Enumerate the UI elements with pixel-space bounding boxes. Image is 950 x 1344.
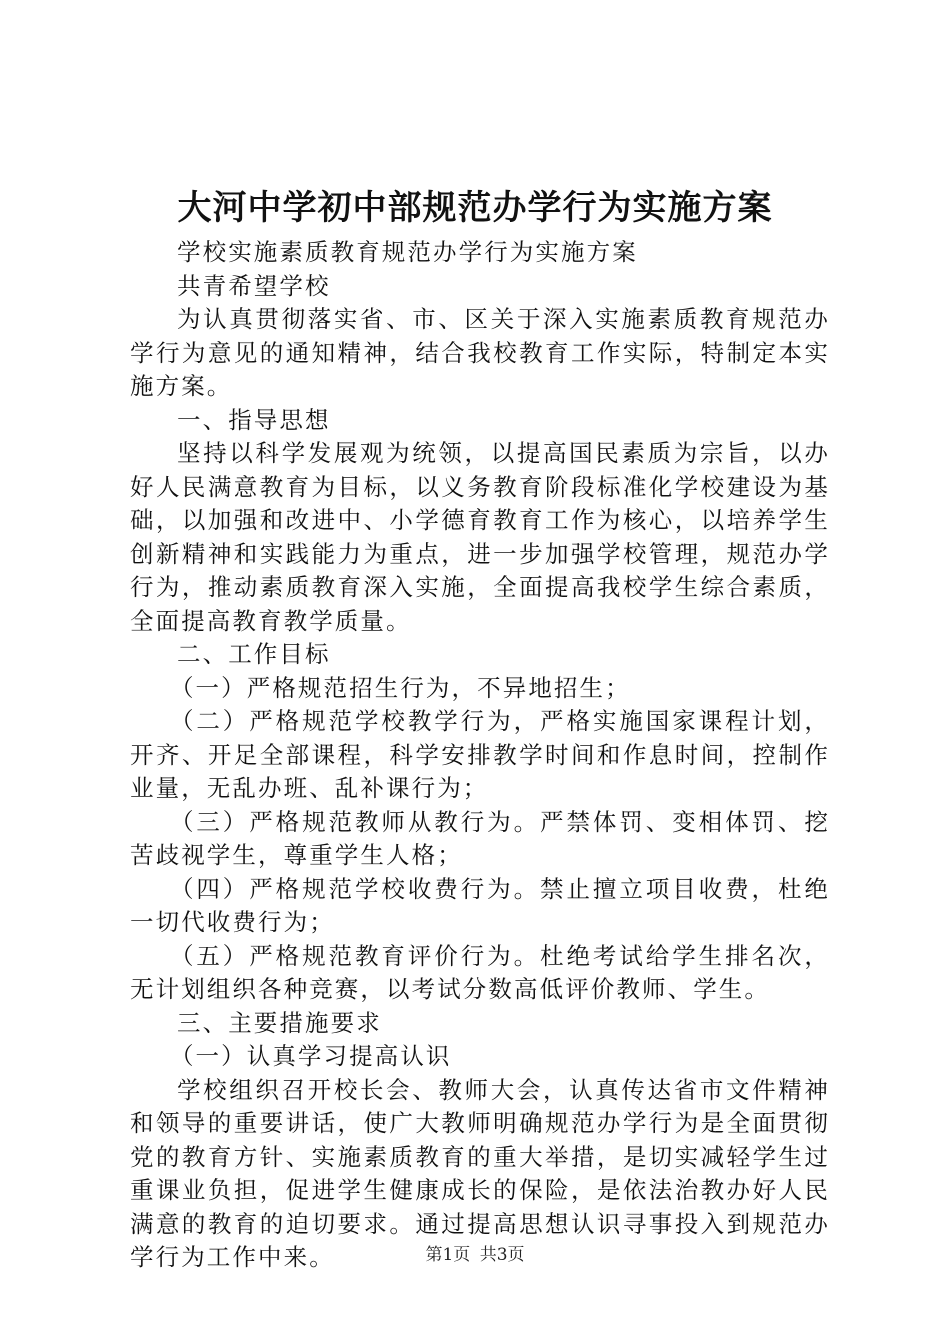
body-paragraph: 坚持以科学发展观为统领，以提高国民素质为宗旨，以办好人民满意教育为目标，以义务教育阶段标准化学校建设为基础，以加强和改进中、小学德育教育工作为核心，以培养学生创新精神和实践能力为重点，进一步加强学校管理，规范办学行为，推动素质教育深入实施，全面提高我校学生综合素质，全面提高教育教学质量。 [130, 439, 830, 635]
subtitle-paragraph: 学校实施素质教育规范办学行为实施方案 [177, 238, 638, 266]
goal-item: （四）严格规范学校收费行为。禁止擅立项目收费，杜绝一切代收费行为； [130, 874, 830, 936]
body-paragraph: 学校组织召开校长会、教师大会，认真传达省市文件精神和领导的重要讲话，使广大教师明确规范办学行为是全面贯彻党的教育方针、实施素质教育的重大举措，是切实减轻学生过重课业负担，促进学生健康成长的保险，是依法治教办好人民满意的教育的迫切要求。通过提高思想认识寻事投入到规范办学行为工作中来。 [130, 1075, 830, 1271]
goal-item: （三）严格规范教师从教行为。严禁体罚、变相体罚、挖苦歧视学生，尊重学生人格； [130, 807, 830, 869]
subsection-heading: （一）认真学习提高认识 [169, 1042, 452, 1070]
page-footer [0, 1243, 950, 1267]
document-title: 大河中学初中部规范办学行为实施方案 [177, 188, 773, 228]
school-name-paragraph: 共青希望学校 [177, 271, 331, 300]
intro-paragraph: 为认真贯彻落实省、市、区关于深入实施素质教育规范办学行为意见的通知精神，结合我校教育工作实际，特制定本实施方案。 [130, 305, 830, 400]
page-total: 共3页 [479, 1245, 525, 1265]
document-body [130, 236, 830, 1275]
page-number: 第1页 [425, 1245, 471, 1265]
goal-item: （二）严格规范学校教学行为，严格实施国家课程计划，开齐、开足全部课程，科学安排教学时间和作息时间，控制作业量，无乱办班、乱补课行为； [130, 707, 830, 802]
section-heading: 一、指导思想 [177, 405, 331, 434]
section-heading: 二、工作目标 [177, 640, 331, 668]
goal-item: （五）严格规范教育评价行为。杜绝考试给学生排名次，无计划组织各种竞赛，以考试分数高低评价教师、学生。 [130, 941, 830, 1003]
goal-item: （一）严格规范招生行为，不异地招生； [169, 673, 631, 702]
section-heading: 三、主要措施要求 [177, 1008, 382, 1037]
